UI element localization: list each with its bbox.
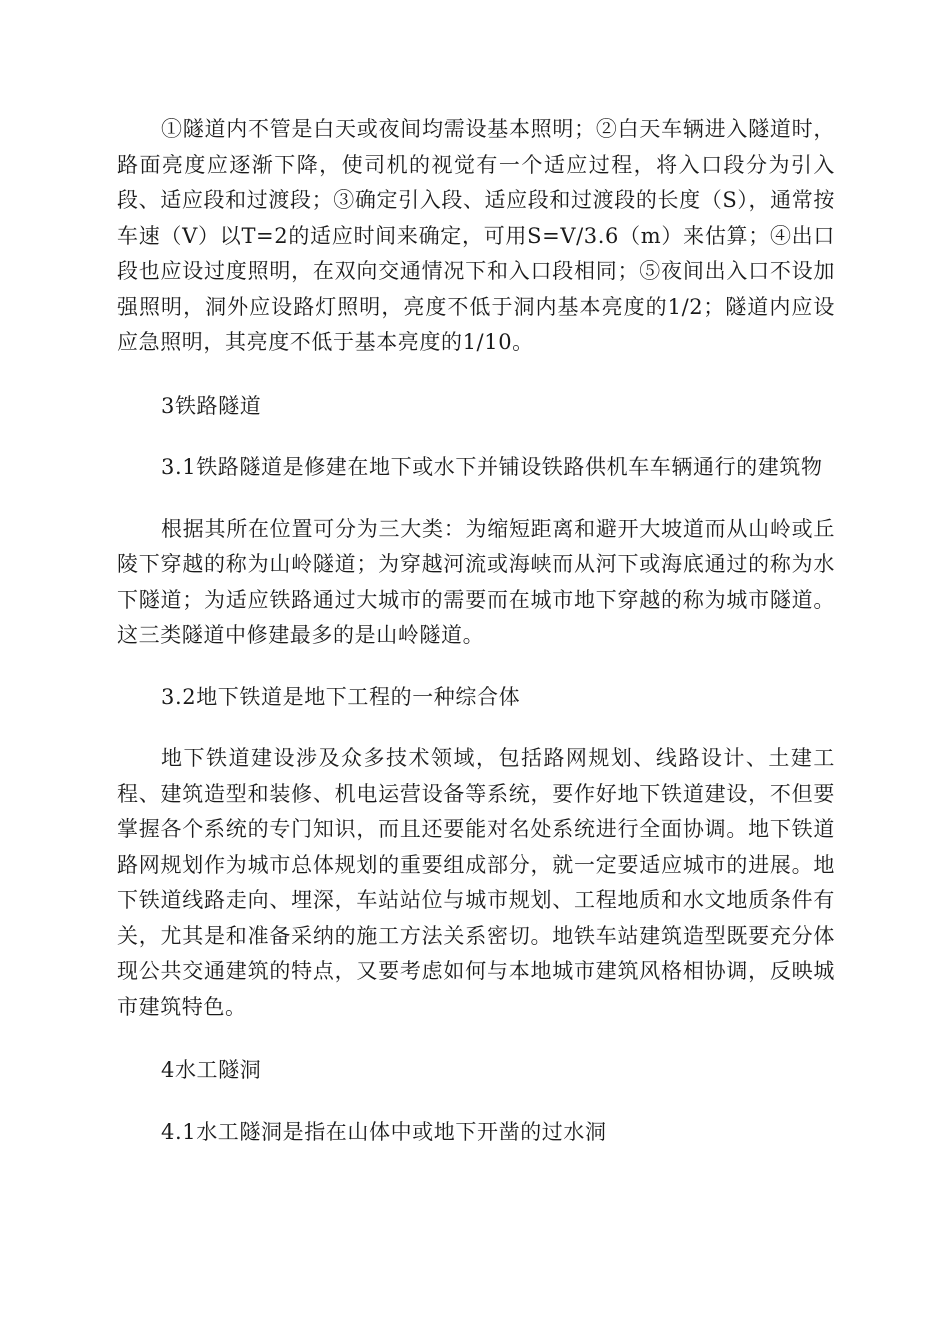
paragraph-tunnel-lighting: ①隧道内不管是白天或夜间均需设基本照明；②白天车辆进入隧道时，路面亮度应逐渐下降，使司机的视觉有一个适应过程，将入口段分为引入段、适应段和过渡段；③确定引入段、适应段和过渡段的长度（S），通常按车速（V）以T=2的适应时间来确定，可用S=V/3.6（m）来估算；④出口段也应设过度照明，在双向交通情况下和入口段相同；⑤夜间出入口不设加强照明，洞外应设路灯照明，亮度不低于洞内基本亮度的1/2；隧道内应设应急照明，其亮度不低于基本亮度的1/10。 [117, 117, 835, 354]
document-body [117, 112, 835, 1150]
heading-subway: 3.2地下铁道是地下工程的一种综合体 [161, 684, 521, 709]
heading-hydraulic-tunnel: 4水工隧洞 [161, 1058, 262, 1082]
heading-railway-tunnel: 3铁路隧道 [161, 393, 262, 418]
heading-hydraulic-tunnel-definition: 4.1水工隧洞是指在山体中或地下开凿的过水洞 [161, 1119, 607, 1144]
heading-railway-tunnel-definition: 3.1铁路隧道是修建在地下或水下并铺设铁路供机车车辆通行的建筑物 [161, 455, 823, 479]
paragraph-tunnel-categories: 根据其所在位置可分为三大类：为缩短距离和避开大坡道而从山岭或丘陵下穿越的称为山岭隧道；为穿越河流或海峡而从河下或海底通过的称为水下隧道；为适应铁路通过大城市的需要而在城市地下穿越的称为城市隧道。这三类隧道中修建最多的是山岭隧道。 [117, 516, 835, 647]
paragraph-subway-construction: 地下铁道建设涉及众多技术领域，包括路网规划、线路设计、土建工程、建筑造型和装修、机电运营设备等系统，要作好地下铁道建设，不但要掌握各个系统的专门知识，而且还要能对名处系统进行全面协调。地下铁道路网规划作为城市总体规划的重要组成部分，就一定要适应城市的进展。地下铁道线路走向、埋深，车站站位与城市规划、工程地质和水文地质条件有关，尤其是和准备采纳的施工方法关系密切。地铁车站建筑造型既要充分体现公共交通建筑的特点，又要考虑如何与本地城市建筑风格相协调，反映城市建筑特色。 [117, 746, 835, 1019]
